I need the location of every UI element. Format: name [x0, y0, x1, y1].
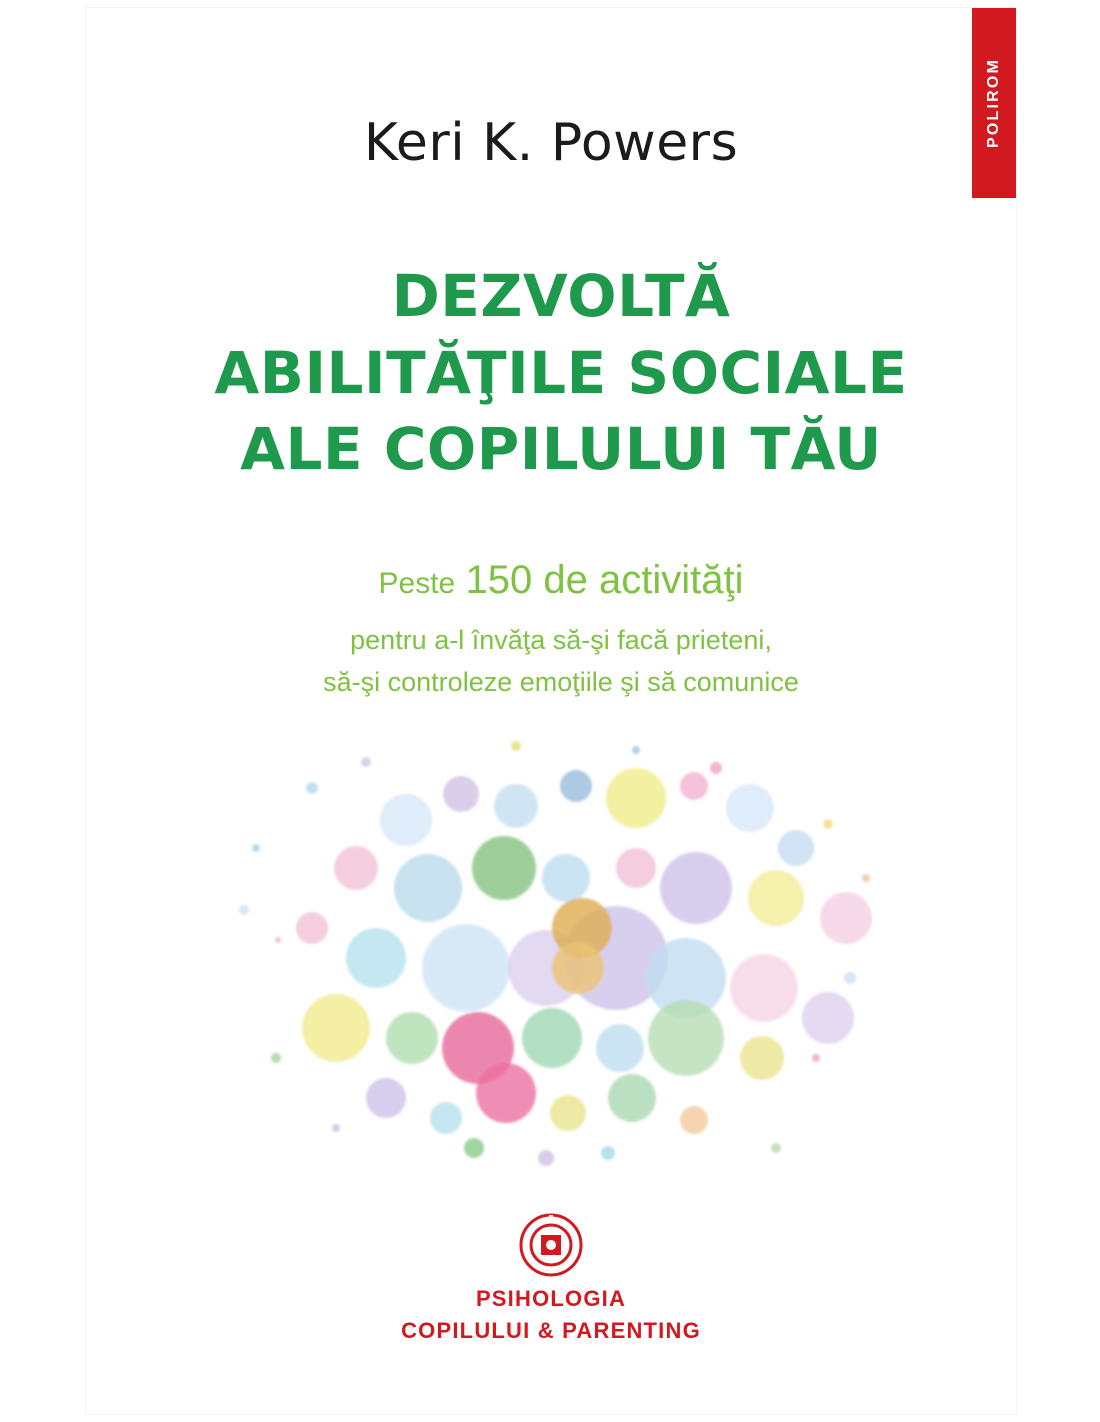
polirom-circle-logo [86, 1213, 1016, 1277]
book-title [146, 258, 976, 488]
title-line-3: ALE COPILULUI TĂU [240, 415, 882, 484]
subtitle-line-1: pentru a-l învăţa să-şi facă prieteni, [350, 625, 772, 655]
publisher-name: POLIROM [985, 57, 1003, 149]
subtitle-line-2: să-şi controleze emoţiile şi să comunice [323, 666, 799, 697]
subtitle-headline [146, 556, 976, 604]
book-cover [86, 8, 1016, 1414]
subtitle-prefix: Peste [378, 567, 456, 600]
subtitle-description [206, 620, 916, 704]
title-line-1: DEZVOLTĂ [391, 262, 731, 330]
subtitle-highlight: 150 de activităţi [465, 558, 744, 602]
collection-name [86, 1283, 1016, 1347]
watercolor-blobs-illustration [216, 728, 896, 1198]
author-name: Keri K. Powers [363, 113, 739, 173]
collection-line-2: COPILULUI & PARENTING [401, 1317, 701, 1343]
title-line-2: ABILITĂŢILE SOCIALE [214, 338, 908, 407]
collection-line-1: PSIHOLOGIA [475, 1286, 627, 1311]
